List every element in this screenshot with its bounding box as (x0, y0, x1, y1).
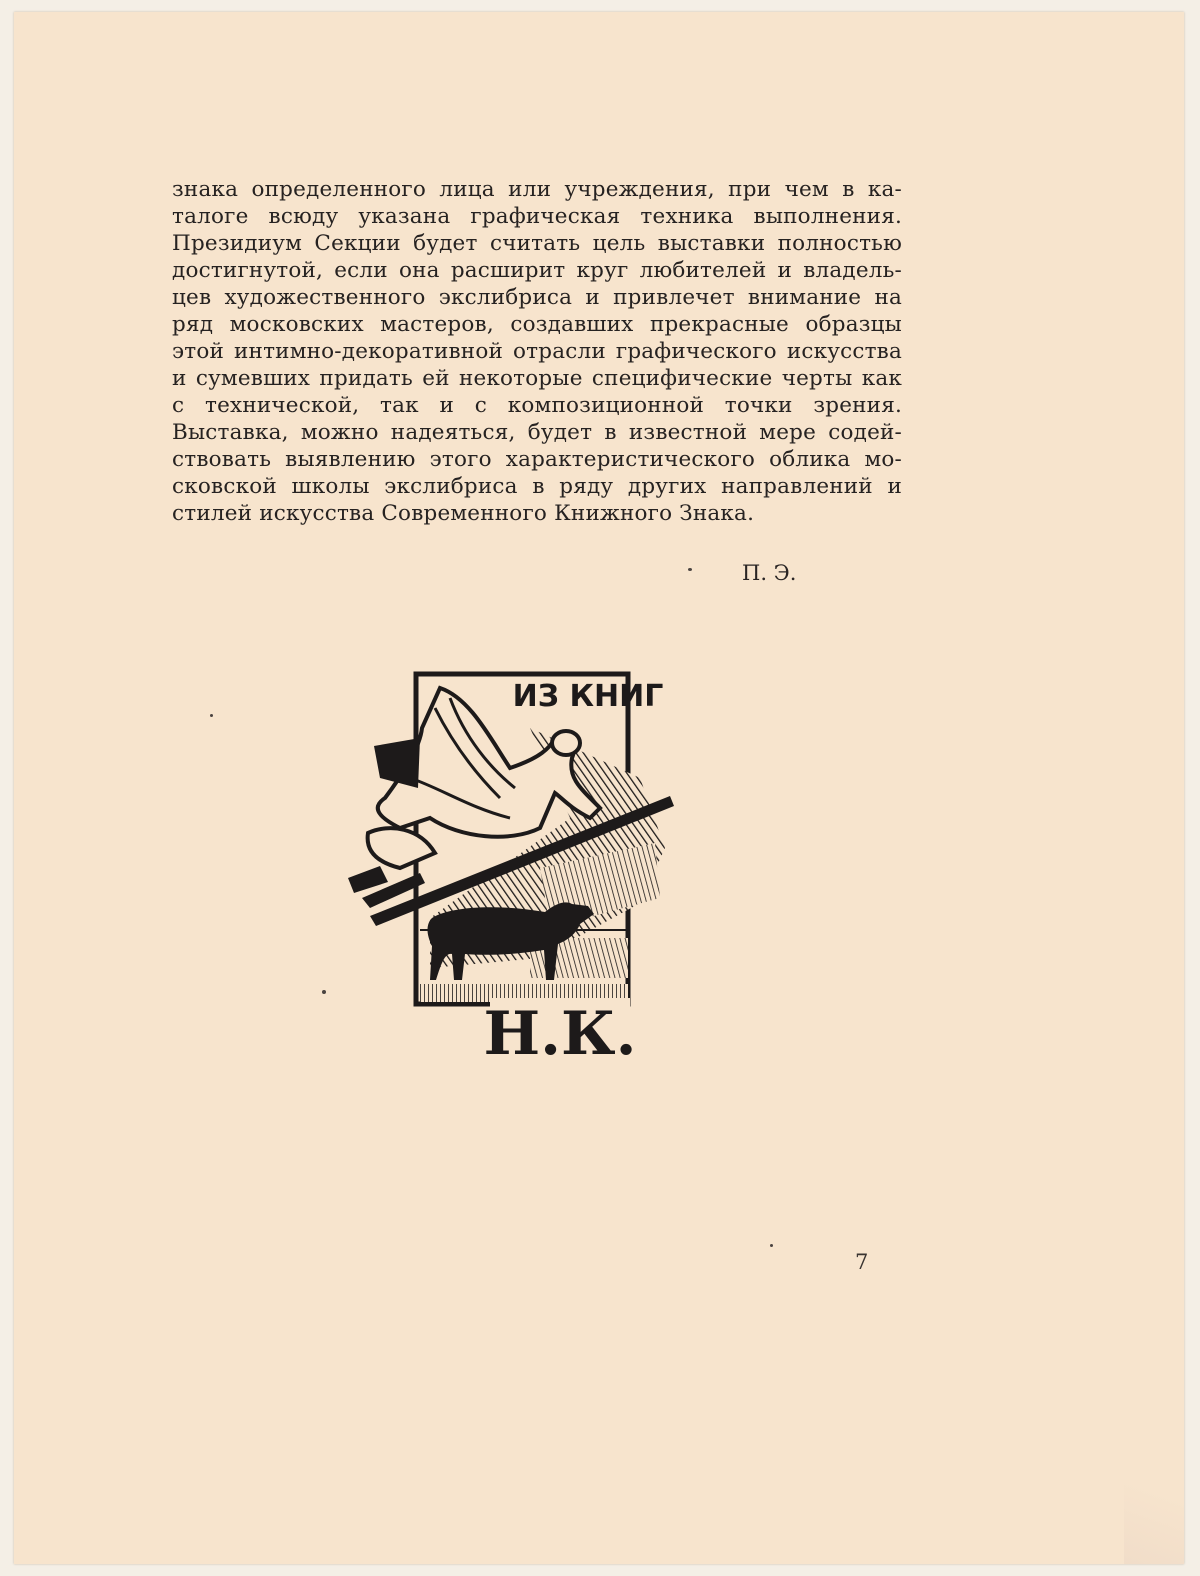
bookplate-illustration (340, 668, 680, 1068)
figure-leg (368, 828, 435, 868)
text-line: с технической, так и с композиционной точки зрения. (172, 393, 902, 418)
text-line: знака определенного лица или учреждения, при чем в ка- (172, 177, 902, 202)
bookplate-header: ИЗ КНИГ (512, 679, 664, 714)
ink-speck (210, 714, 213, 717)
ink-speck (322, 990, 326, 994)
bookplate-monogram: Н.К. (483, 999, 637, 1068)
text-line: стилей искусства Современного Книжного Знака. (172, 501, 755, 526)
text-line: и сумевших придать ей некоторые специфические черты как (172, 366, 902, 391)
paper-corner-fold (1124, 1444, 1184, 1564)
text-line: цев художественного экслибриса и привлечет внимание на (172, 285, 902, 310)
text-line: талоге всюду указана графическая техника выполнения. (172, 204, 902, 229)
author-signature: П. Э. (742, 561, 797, 585)
cloak-shadow (374, 738, 420, 788)
figure-head (552, 731, 580, 755)
text-line: Президиум Секции будет считать цель выставки полностью (172, 231, 902, 256)
text-line: достигнутой, если она расширит круг любителей и владель- (172, 258, 902, 283)
page-number: 7 (855, 1250, 869, 1274)
ink-speck (770, 1244, 773, 1247)
text-line: сковской школы экслибриса в ряду других направлений и (172, 474, 902, 499)
figure-foot (348, 866, 388, 893)
bookplate-woodcut (340, 668, 680, 1068)
text-line: ствовать выявлению этого характеристического облика мо- (172, 447, 902, 472)
text-line: этой интимно-декоративной отрасли графического искусства (172, 339, 902, 364)
text-line: Выставка, можно надеяться, будет в известной мере содей- (172, 420, 902, 445)
text-line: ряд московских мастеров, создавших прекрасные образцы (172, 312, 902, 337)
body-paragraph (172, 176, 902, 527)
ink-speck (688, 568, 692, 571)
